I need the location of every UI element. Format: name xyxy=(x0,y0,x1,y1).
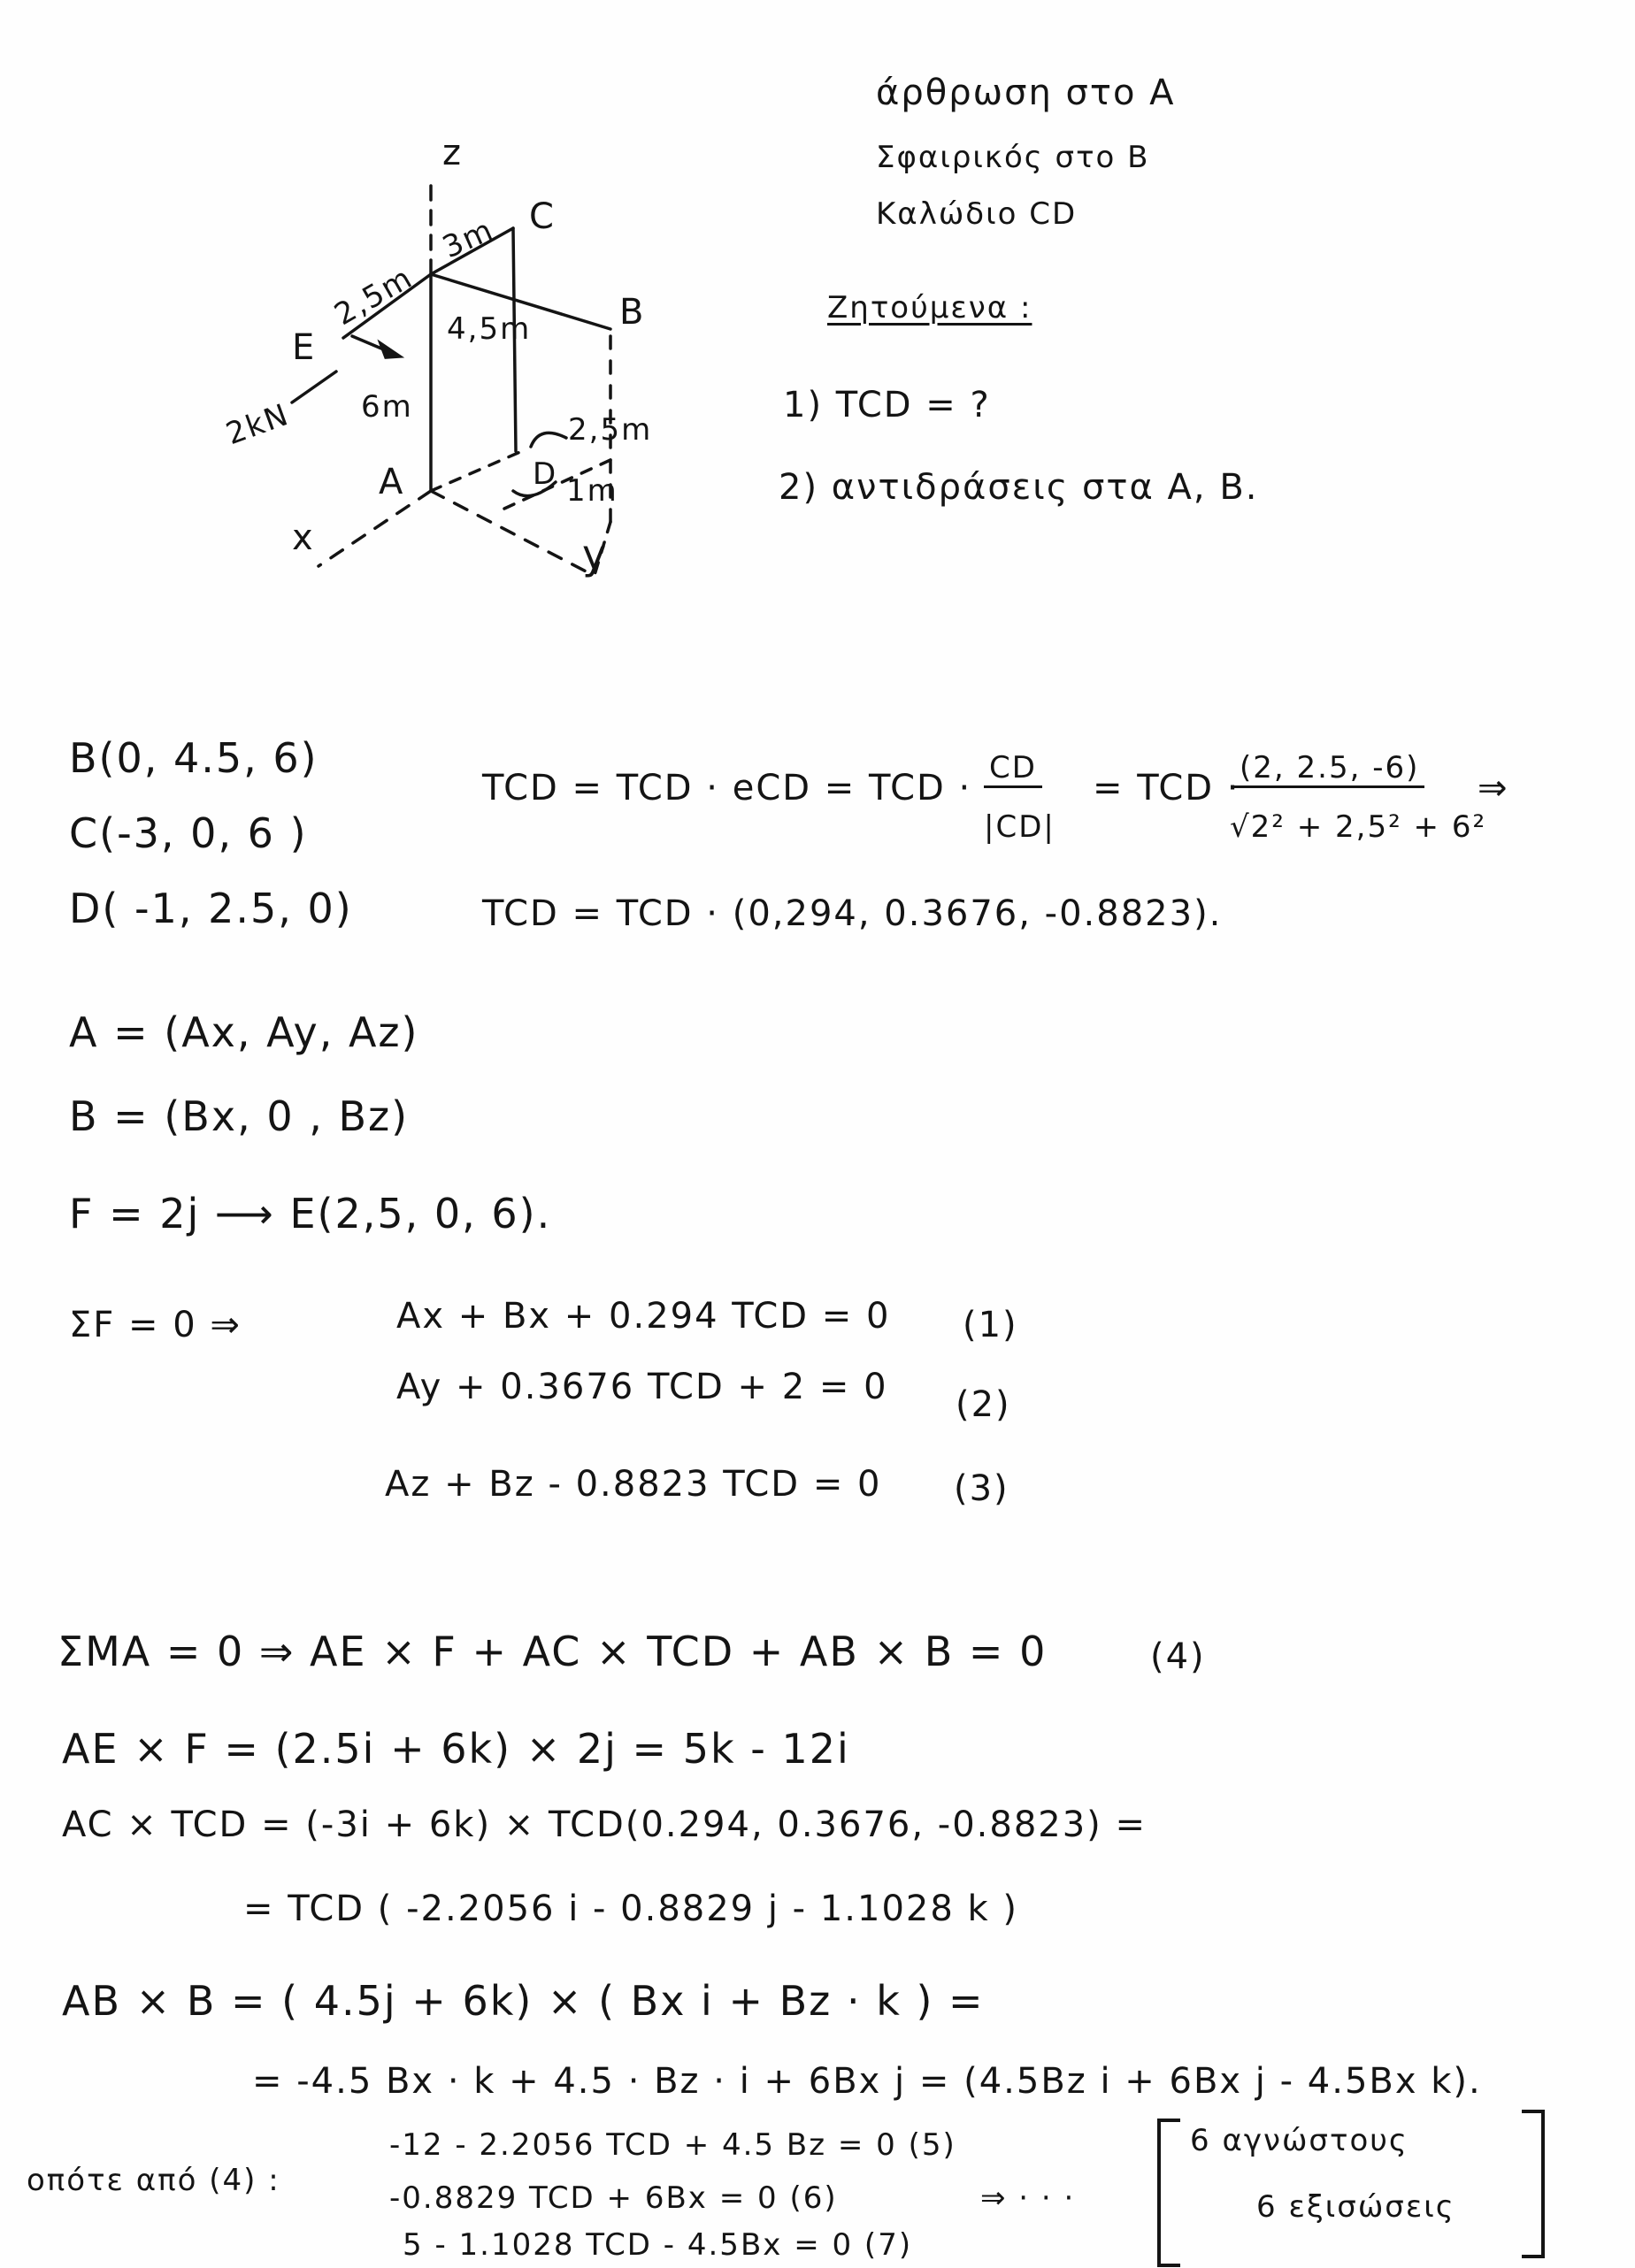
dim-2-5m: 2,5m xyxy=(328,259,419,333)
dim-1m: 1m xyxy=(566,473,618,509)
dim-3m: 3m xyxy=(437,211,500,266)
asked-q1: 1) TCD = ? xyxy=(783,385,991,425)
equation-7: 5 - 1.1028 TCD - 4.5Bx = 0 (7) xyxy=(403,2227,913,2263)
equation-6: -0.8829 TCD + 6Bx = 0 (6) xyxy=(389,2180,838,2216)
coord-b: B(0, 4.5, 6) xyxy=(69,734,319,782)
dim-2-5m-b: 2,5m xyxy=(568,412,653,448)
label-d: D xyxy=(533,456,558,492)
final-lead: οπότε από (4) : xyxy=(27,2163,280,2198)
label-x: x xyxy=(292,517,315,558)
moment-ac: AC × TCD = (-3i + 6k) × TCD(0.294, 0.3676, -0.8823) = xyxy=(62,1804,1147,1845)
moment-equation: ΣMA = 0 ⇒ AE × F + AC × TCD + AB × B = 0 xyxy=(58,1628,1048,1675)
dim-curve-1 xyxy=(531,433,566,447)
moment-equation-number: (4) xyxy=(1150,1636,1206,1677)
x-axis xyxy=(319,491,431,566)
equation-3-number: (3) xyxy=(954,1468,1009,1509)
bracket-right xyxy=(1522,2110,1545,2258)
tension-line1b: = TCD · xyxy=(1093,768,1240,808)
label-z: z xyxy=(442,133,463,173)
tension-frac1-den: |CD| xyxy=(984,809,1055,845)
given-line-1: άρθρωση στο A xyxy=(876,73,1176,113)
bracket-left xyxy=(1157,2119,1180,2267)
equation-3: Az + Bz - 0.8823 TCD = 0 xyxy=(385,1464,882,1505)
tension-frac2-num: (2, 2.5, -6) xyxy=(1234,750,1424,788)
label-a: A xyxy=(379,462,405,502)
force-sum-label: ΣF = 0 ⇒ xyxy=(69,1305,242,1345)
force-leader xyxy=(292,372,336,402)
moment-ab-result: = -4.5 Bx · k + 4.5 · Bz · i + 6Bx j = (4.5Bz i + 6Bx j - 4.5Bx k). xyxy=(252,2061,1482,2102)
vector-f: F = 2j ⟶ E(2,5, 0, 6). xyxy=(69,1190,552,1237)
label-b: B xyxy=(619,292,646,333)
force-label: 2kN xyxy=(221,396,295,453)
tension-arrow: ⇒ xyxy=(1478,768,1509,808)
structure-diagram xyxy=(0,0,1635,637)
moment-ac-result: = TCD ( -2.2056 i - 0.8829 j - 1.1028 k ) xyxy=(243,1889,1018,1929)
coord-d: D( -1, 2.5, 0) xyxy=(69,885,353,932)
asked-heading: Ζητούμενα : xyxy=(827,290,1032,326)
dim-4-5m: 4,5m xyxy=(447,311,532,347)
label-c: C xyxy=(529,196,556,237)
given-line-2: Σφαιρικός στο B xyxy=(876,140,1150,175)
tension-frac2-den: √2² + 2,5² + 6² xyxy=(1230,809,1487,845)
vector-b: B = (Bx, 0 , Bz) xyxy=(69,1092,410,1140)
equation-1-number: (1) xyxy=(963,1305,1018,1345)
label-y: y xyxy=(582,531,609,578)
force-arrow-head xyxy=(380,343,400,357)
moment-ab: AB × B = ( 4.5j + 6k) × ( Bx i + Bz · k ) = xyxy=(62,1977,985,2025)
equations-count: 6 εξισώσεις xyxy=(1256,2189,1455,2225)
equation-2-number: (2) xyxy=(956,1384,1011,1425)
label-e: E xyxy=(292,327,317,368)
vector-a: A = (Ax, Ay, Az) xyxy=(69,1008,419,1056)
final-arrow: ⇒ · · · xyxy=(980,2180,1076,2216)
unknowns-count: 6 αγνώστους xyxy=(1190,2123,1409,2158)
equation-1: Ax + Bx + 0.294 TCD = 0 xyxy=(396,1296,891,1337)
tension-line2: TCD = TCD · (0,294, 0.3676, -0.8823). xyxy=(482,893,1223,934)
asked-q2: 2) αντιδράσεις στα A, B. xyxy=(779,467,1259,508)
moment-ae: AE × F = (2.5i + 6k) × 2j = 5k - 12i xyxy=(62,1725,850,1773)
base-line-1 xyxy=(431,451,522,491)
given-line-3: Καλώδιο CD xyxy=(876,196,1078,232)
equation-5: -12 - 2.2056 TCD + 4.5 Bz = 0 (5) xyxy=(389,2127,956,2163)
tension-line1a: TCD = TCD · eCD = TCD · xyxy=(482,768,972,808)
dim-6m: 6m xyxy=(361,389,413,425)
tension-frac1-num: CD xyxy=(984,750,1042,788)
equation-2: Ay + 0.3676 TCD + 2 = 0 xyxy=(396,1367,888,1407)
coord-c: C(-3, 0, 6 ) xyxy=(69,809,308,857)
